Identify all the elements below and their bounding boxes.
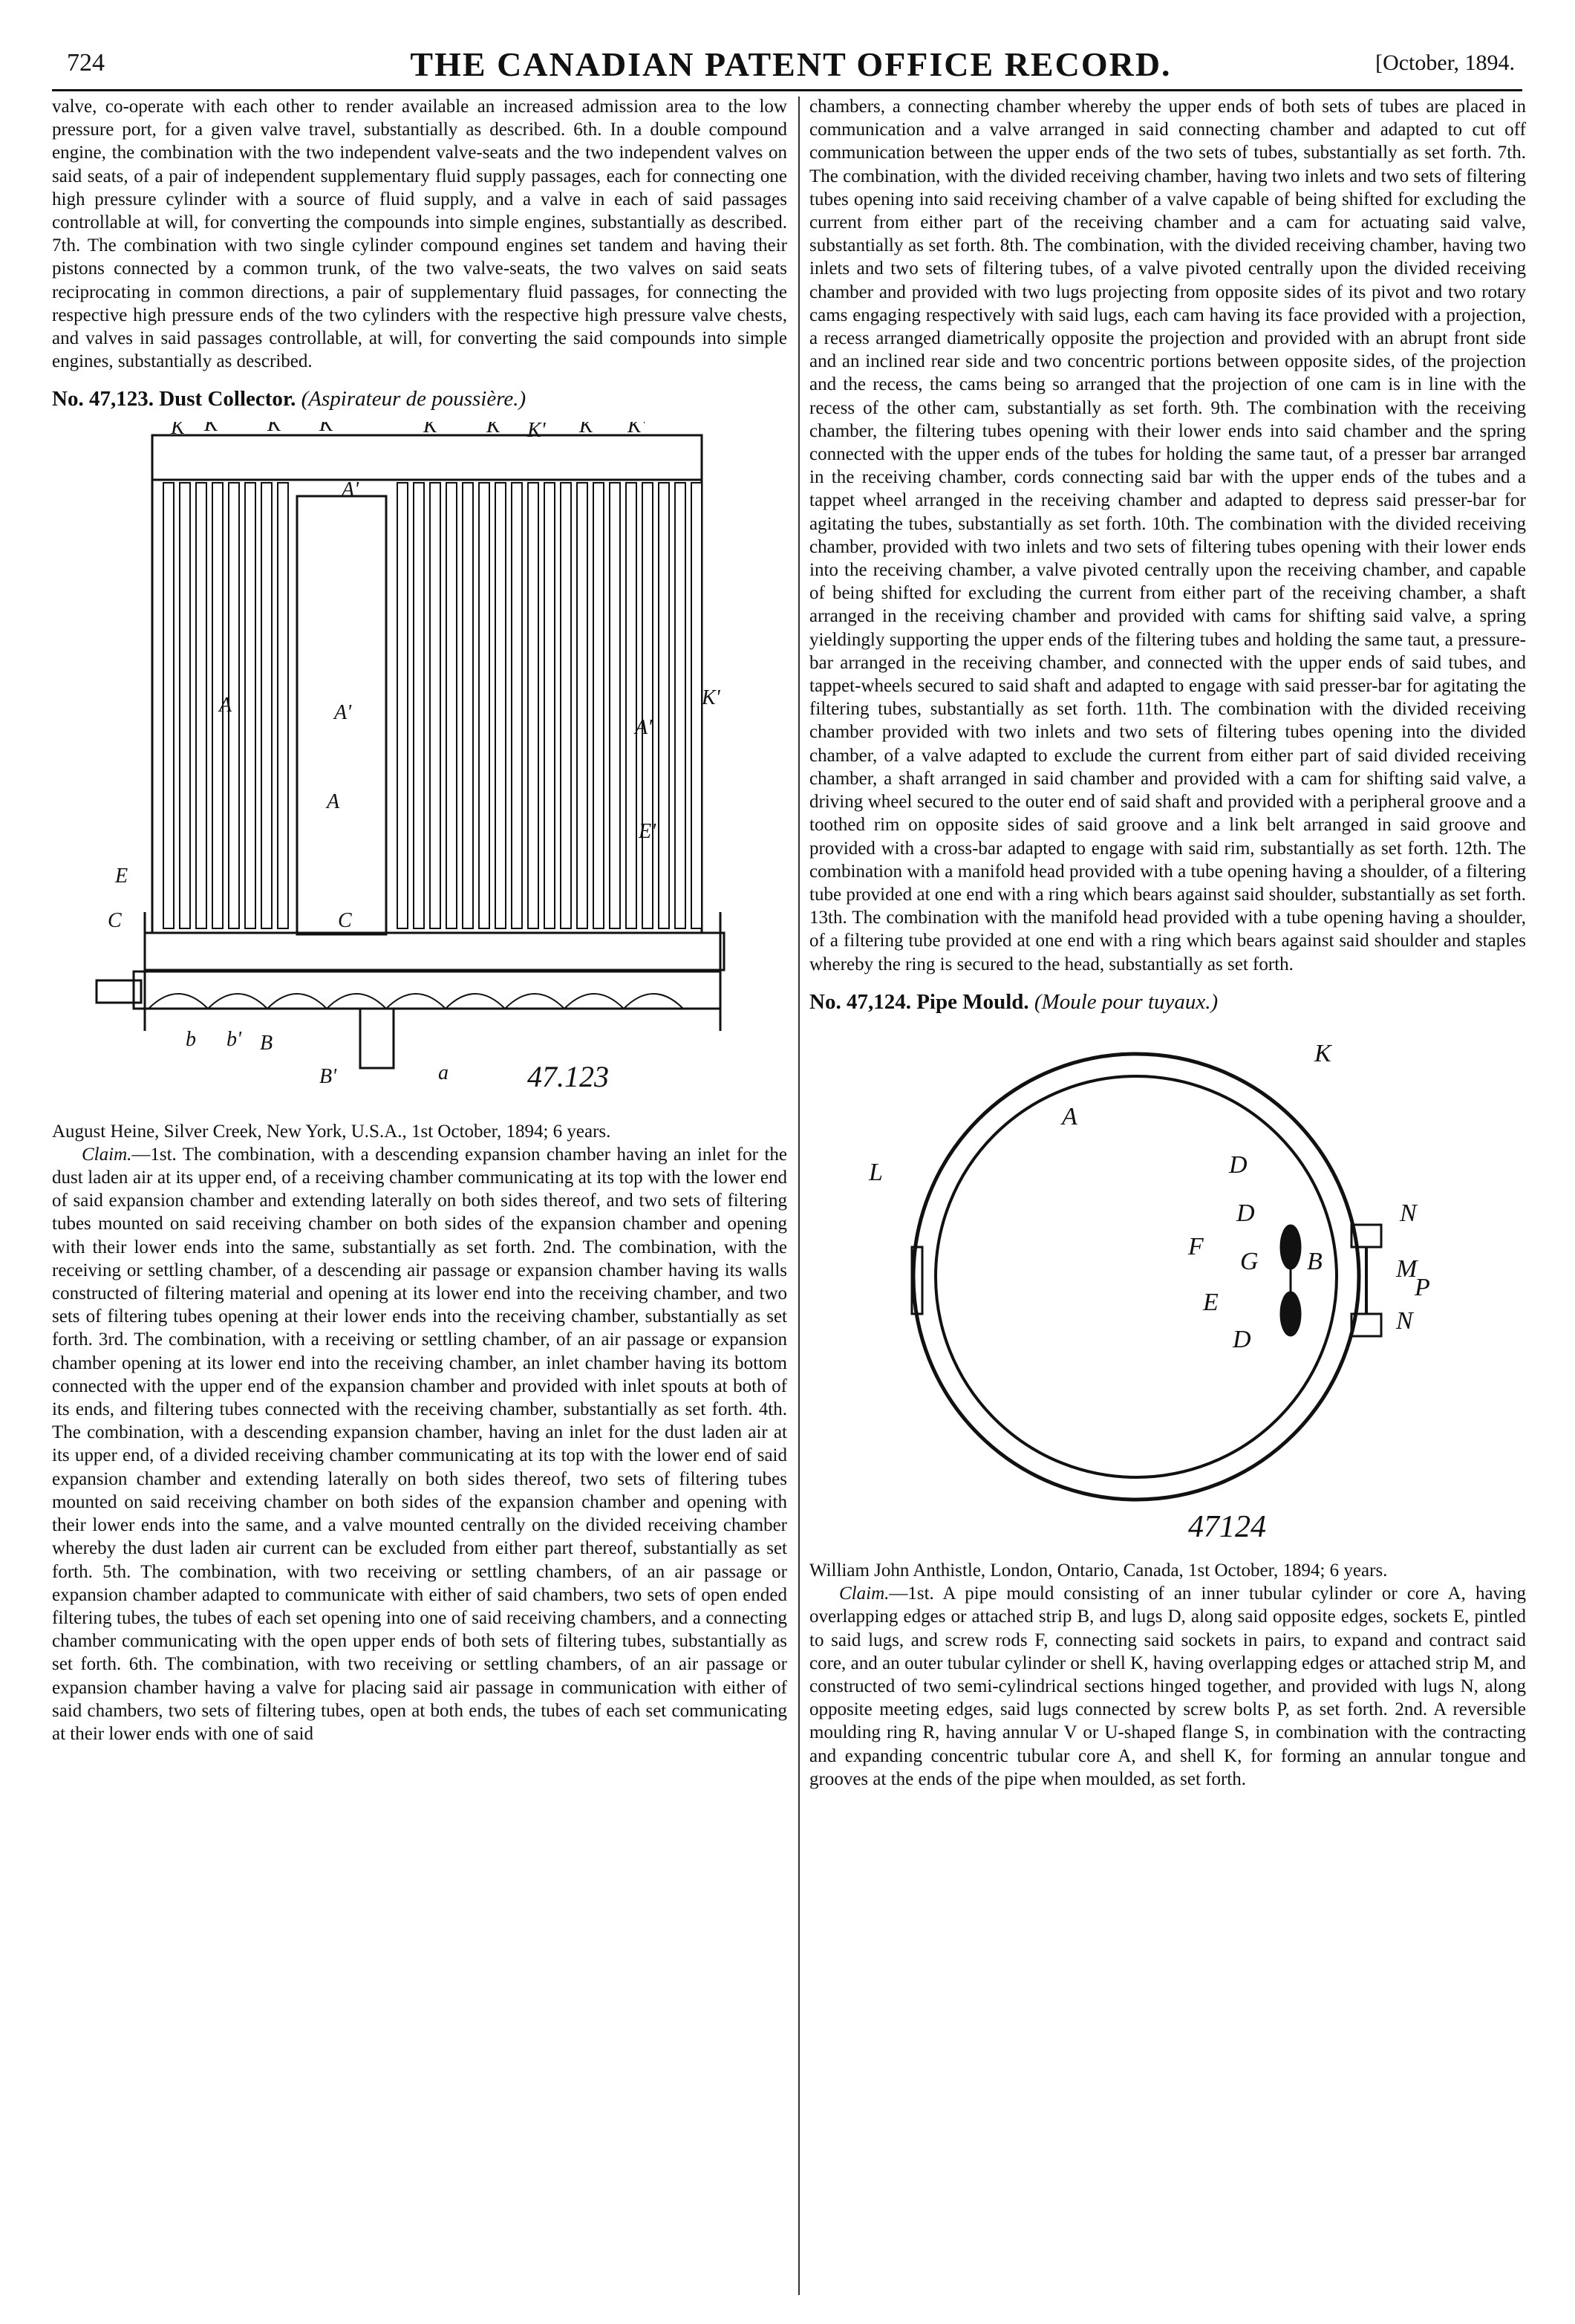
- figure-number-47124: 47124: [1188, 1509, 1266, 1544]
- svg-text:D: D: [1233, 1325, 1251, 1353]
- svg-text:D: D: [1229, 1150, 1248, 1179]
- filter-tube: [430, 483, 440, 928]
- svg-text:K': K': [204, 421, 223, 436]
- svg-text:A': A': [334, 700, 352, 724]
- patent-number: No. 47,124.: [809, 989, 911, 1014]
- svg-text:P: P: [1415, 1273, 1430, 1301]
- filter-tube: [626, 483, 636, 928]
- filter-tube: [163, 483, 174, 928]
- svg-text:G: G: [1240, 1247, 1259, 1275]
- column-divider: [798, 97, 800, 2295]
- patent-title: Dust Collector.: [159, 387, 296, 411]
- svg-text:K': K': [627, 421, 646, 437]
- filter-tube: [659, 483, 669, 928]
- dust-collector-figure: [74, 422, 743, 1113]
- patent-heading-47124: [809, 991, 1526, 1014]
- svg-text:A: A: [327, 790, 340, 813]
- filter-tube: [544, 483, 555, 928]
- svg-text:B: B: [260, 1031, 273, 1055]
- svg-text:L: L: [869, 1158, 883, 1186]
- filter-tube: [675, 483, 685, 928]
- svg-text:K: K: [1314, 1039, 1331, 1067]
- left-column: [52, 95, 787, 1745]
- svg-text:M: M: [1396, 1254, 1418, 1283]
- filter-tube: [593, 483, 604, 928]
- filter-tube: [397, 483, 408, 928]
- filter-tube: [446, 483, 457, 928]
- figure-number-47123: 47.123: [527, 1059, 609, 1093]
- svg-text:E: E: [1203, 1288, 1219, 1316]
- inner-core: [936, 1076, 1337, 1477]
- filter-tube: [479, 483, 489, 928]
- patent-number: No. 47,123.: [52, 387, 154, 411]
- svg-text:K: K: [486, 421, 500, 437]
- filter-tube: [245, 483, 255, 928]
- filter-tube: [561, 483, 571, 928]
- svg-text:K: K: [267, 421, 281, 436]
- filter-tube: [261, 483, 272, 928]
- svg-text:N: N: [1400, 1199, 1417, 1227]
- pipe-mould-figure: [839, 1024, 1478, 1552]
- svg-text:F: F: [1188, 1232, 1204, 1260]
- patent-french-title: (Moule pour tuyaux.): [1034, 989, 1219, 1014]
- svg-text:E': E': [639, 819, 656, 843]
- svg-text:B: B: [1307, 1247, 1323, 1275]
- filter-tube: [278, 483, 288, 928]
- svg-text:a: a: [438, 1061, 449, 1084]
- dust-collector-drawing: [74, 422, 743, 1113]
- claim-text-47123: [52, 1143, 787, 1745]
- filter-tube: [414, 483, 424, 928]
- patent-byline-47124: William John Anthistle, London, Ontario, Canada, 1st October, 1894; 6 years.: [809, 1560, 1388, 1581]
- svg-text:b: b: [186, 1027, 196, 1051]
- svg-text:b': b': [226, 1027, 241, 1051]
- filtering-tubes: [163, 483, 702, 928]
- filter-tube: [691, 483, 702, 928]
- svg-text:N: N: [1396, 1306, 1413, 1335]
- claim-body: —1st. A pipe mould consisting of an inner tubular cylinder or core A, having overlapping edges or attached strip B, and lugs D, along said opposite edges, sockets E, pintled to said lugs, and screw rods F, connecting said sockets in pairs, to expand and contract said core, and an outer tubular cylinder or shell K, having overlapping edges or attached strip M, and constructed of two semi-cylindrical sections hinged together, and provided with lugs N, along opposite meeting edges, said lugs connected by screw bolts P, as set forth. 2nd. A reversible moulding ring R, having annular V or U-shaped flange S, in combination with the contracting and expanding concentric tubular core A, and shell K, for forming an annular tongue and grooves at the ends of the pipe when moulded, as set forth.: [809, 1583, 1526, 1789]
- filter-tube: [528, 483, 538, 928]
- svg-text:K: K: [423, 421, 437, 437]
- left-continuation-text: valve, co-operate with each other to render available an increased admission area to the low pressure port, for a given valve travel, substantially as described. 6th. In a double compound engine, the combination with the two independent valve-seats and the two independent valves on said seats, of a pair of independent supplementary fluid supply passages, each for connecting one high pressure cylinder with a source of fluid supply, and a valve in each of said passages controllable at will, for converting the compounds into simple engines, substantially as described. 7th. The combination with two single cylinder compound engines set tandem and having their pistons connected by a common trunk, of the two valve-seats, the two valves on said seats reciprocating in common directions, a pair of supplementary fluid passages, for connecting the respective high pressure ends of the two cylinders with the respective high pressure valve chests, and valves in said passages controllable, at will, for converting the said compounds into simple engines, substantially as described.: [52, 97, 787, 372]
- svg-text:B': B': [319, 1064, 337, 1088]
- right-continuation-text: chambers, a connecting chamber whereby the upper ends of both sets of tubes are placed in communication and a valve arranged in said connecting chamber and adapted to cut off communication between the upper ends of the two sets of tubes, substantially as set forth. 7th. The combination, with the divided receiving chamber, having two inlets and two sets of filtering tubes opening into said receiving chamber of a valve capable of being shifted for excluding the current from either part of the receiving chamber and a cam for actuating said valve, substantially as set forth. 8th. The combination, with the divided receiving chamber, having two inlets and two sets of filtering tubes, of a valve pivoted centrally upon the divided receiving chamber and provided with two lugs projecting from opposite sides of its pivot and two rotary cams engaging respectively with said lugs, each cam having its face provided with a projection, a recess arranged diametrically opposite the projection and provided with an abrupt front side and an inclined rear side and two concentric portions between opposite sides, of the projection and the recess, the cams being so arranged that the projection of one cam is in line with the recess of the other cam, substantially as set forth. 9th. The combination with the receiving chamber, the filtering tubes opening with their lower ends into said chamber and the spring connected with the upper ends of the tubes for holding the same taut, of a presser bar arranged in the receiving chamber, cords connecting said bar with the upper ends of the tubes and a tappet wheel arranged in the receiving chamber and adapted to depress said presser-bar for agitating the tubes, substantially as set forth. 10th. The combination with the divided receiving chamber, provided with two inlets and two sets of filtering tubes opening with their lower ends into the receiving chamber, a valve pivoted centrally upon the receiving chamber, and capable of being shifted for excluding the current from either part of the receiving chamber, a shaft arranged in the receiving chamber and provided with cams for shifting said valve, a spring yieldingly supporting the upper ends of the filtering tubes and holding the same taut, a pressure-bar arranged in the receiving chamber, and connected with the upper ends of said tubes, and tappet-wheels secured to said shaft and adapted to engage with said presser-bar for agitating the filtering tubes, substantially as set forth. 11th. The combination with the divided receiving chamber provided with two inlets and two sets of filtering tubes opening into the divided chamber, of a valve adapted to exclude the current from either part of said divided receiving chamber, a shaft arranged in said chamber and provided with a cam for shifting said valve, a driving wheel secured to the outer end of said shaft and provided with a peripheral groove and a toothed rim on opposite sides of said groove and a link belt arranged in said groove and provided with a cross-bar adapted to engage with said rim, substantially as set forth. 12th. The combination with a manifold head provided with a tube opening having a shoulder, of a filtering tube provided at one end with a ring which bears against said shoulder, substantially as set forth. 13th. The combination with the manifold head provided with a tube opening having a shoulder, of a filtering tube provided at one end with a ring which bears against said shoulder and staples whereby the ring is secured to the head, substantially as set forth.: [809, 97, 1526, 974]
- figure-labels: [868, 1040, 1430, 1544]
- page-number: 724: [67, 49, 105, 77]
- claim-label: Claim.: [82, 1144, 132, 1165]
- claim-body: —1st. The combination, with a descending expansion chamber having an inlet for the dust laden air at its upper end, of a receiving chamber communicating at its top with the lower end of said expansion chamber and extending laterally on both sides thereof, and two sets of filtering tubes mounted on said receiving chamber on both sides of the expansion chamber and opening with their lower ends into the same, substantially as set forth. 2nd. The combination, with the receiving or settling chamber, of a descending air passage or expansion chamber having its walls constructed of filtering material and opening at its lower end into the receiving chamber, and two sets of filtering tubes opening at their lower ends into the receiving chamber, substantially as set forth. 3rd. The combination, with a receiving or settling chamber, of an air passage or expansion chamber opening at its lower end into the receiving chamber, an inlet chamber having its bottom connected with the upper end of the expansion chamber and provided with inlet spouts at both of its ends, and filtering tubes connected with the receiving chamber, substantially as set forth. 4th. The combination, with a descending expansion chamber, having an inlet for the dust laden air at its upper end, of a divided receiving chamber communicating at its top with the lower end of said expansion chamber and extending laterally on both sides thereof, two sets of filtering tubes mounted on said receiving chamber on both sides of the expansion chamber and opening with their lower ends into the same, and a valve mounted centrally on the divided receiving chamber whereby the dust laden air current can be excluded from either part thereof, substantially as set forth. 5th. The combination, with two receiving or settling chambers, of an air passage or expansion chamber adapted to communicate with either of said chambers, two sets of open ended filtering tubes, the tubes of each set opening into one of said receiving chambers, and a connecting chamber communicating with the open upper ends of both sets of filtering tubes, substantially as set forth. 6th. The combination, with two receiving or settling chambers, of an air passage or expansion chamber having a valve for placing said air passage in communication with either of said chambers, two sets of filtering tubes, open at both ends, the tubes of each set communicating at their lower ends with one of said: [52, 1144, 787, 1744]
- filter-tube: [196, 483, 206, 928]
- svg-text:K': K': [702, 686, 720, 709]
- svg-text:A: A: [219, 693, 232, 717]
- svg-text:K: K: [579, 421, 593, 437]
- right-column: [809, 95, 1526, 1791]
- claim-label: Claim.: [839, 1583, 890, 1604]
- patent-title: Pipe Mould.: [916, 989, 1029, 1014]
- svg-text:C: C: [108, 908, 122, 932]
- svg-text:A': A': [635, 715, 653, 739]
- header-rule: [52, 89, 1522, 91]
- svg-text:K': K': [527, 421, 546, 442]
- svg-text:K: K: [171, 421, 185, 439]
- patent-heading-47123: [52, 388, 787, 411]
- svg-text:D: D: [1236, 1199, 1255, 1227]
- patent-french-title: (Aspirateur de poussière.): [301, 387, 526, 411]
- filter-tube: [495, 483, 506, 928]
- filter-tube: [577, 483, 587, 928]
- page-date: [October, 1894.: [1375, 51, 1515, 75]
- page-title: THE CANADIAN PATENT OFFICE RECORD.: [410, 45, 1172, 83]
- filter-tube: [642, 483, 653, 928]
- svg-text:A': A': [342, 478, 359, 501]
- claim-text-47124: [809, 1582, 1526, 1791]
- svg-text:A: A: [1062, 1102, 1077, 1130]
- filter-tube: [180, 483, 190, 928]
- svg-text:C: C: [338, 908, 352, 932]
- filter-tube: [463, 483, 473, 928]
- pipe-mould-drawing: [839, 1024, 1478, 1552]
- patent-byline-47123: August Heine, Silver Creek, New York, U.S.A., 1st October, 1894; 6 years.: [52, 1121, 611, 1142]
- filter-tube: [610, 483, 620, 928]
- page-header: [67, 45, 1515, 89]
- manifold-head: [152, 435, 702, 480]
- outer-shell: [913, 1054, 1359, 1500]
- svg-text:K': K': [319, 421, 338, 436]
- filter-tube: [512, 483, 522, 928]
- svg-text:E: E: [115, 864, 128, 888]
